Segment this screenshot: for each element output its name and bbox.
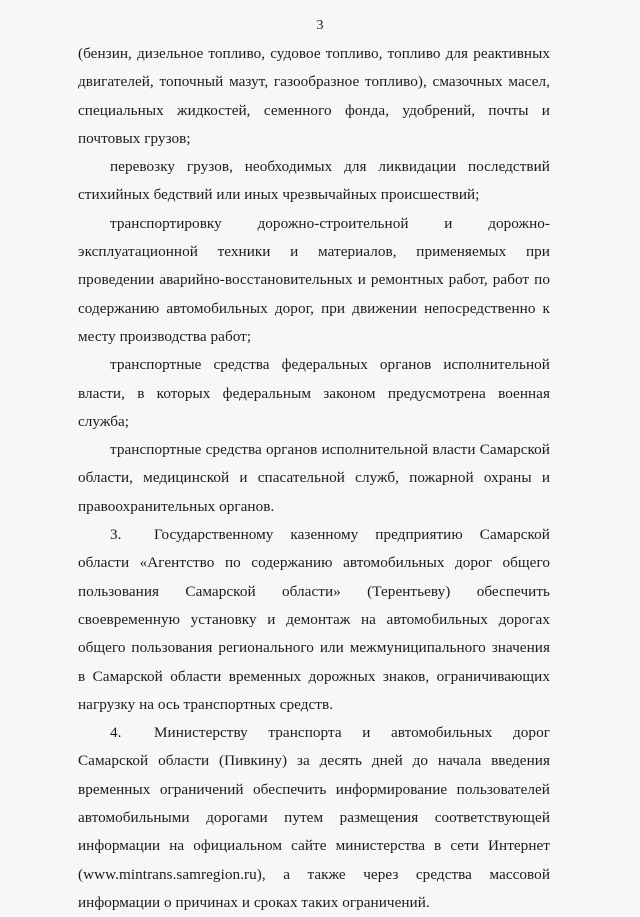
paragraph-federal-vehicles: транспортные средства федеральных органов исполнительной власти, в которых федеральным законом предусмотрена военная служба; [78,356,550,430]
document-body [78,40,550,917]
paragraph-text: Министерству транспорта и автомобильных дорог Самарской области (Пивкину) за десять дней до начала введения временных ограничений обеспечить информирование пользователей автомобильными дорогами путем размещения соответствующей информации на официальном сайте министерства в сети Интернет (www.mintrans.samregion.ru), а также через средства массовой информации о причинах и сроках таких ограничений. [78,724,550,911]
paragraph-number: 3. [110,526,122,544]
paragraph-regional-services: транспортные средства органов исполнительной власти Самарской области, медицинской и спасательной служб, пожарной охраны и правоохранительных органов. [78,441,550,515]
numbered-paragraph-4 [78,719,550,917]
paragraph-number: 4. [110,724,122,742]
numbered-paragraph-3 [78,521,550,719]
paragraph-continuation: (бензин, дизельное топливо, судовое топливо, топливо для реактивных двигателей, топочный мазут, газообразное топливо), смазочных масел, специальных жидкостей, семенного фонда, удобрений, почты и почтовых грузов; [78,45,550,147]
paragraph-emergency-cargo: перевозку грузов, необходимых для ликвидации последствий стихийных бедствий или иных чрезвычайных происшествий; [78,158,550,204]
page-number: 3 [316,18,324,33]
paragraph-text: Государственному казенному предприятию Самарской области «Агентство по содержанию автомобильных дорог общего пользования Самарской области» (Терентьеву) обеспечить своевременную установку и демонтаж на автомобильных дорогах общего пользования регионального или межмуниципального значения в Самарской области временных дорожных знаков, ограничивающих нагрузку на ось транспортных средств. [78,526,550,713]
paragraph-road-equipment: транспортировку дорожно-строительной и дорожно-эксплуатационной техники и материалов, применяемых при проведении аварийно-восстановительных и ремонтных работ, работ по содержанию автомобильных дорог, при движении непосредственно к месту производства работ; [78,214,550,345]
